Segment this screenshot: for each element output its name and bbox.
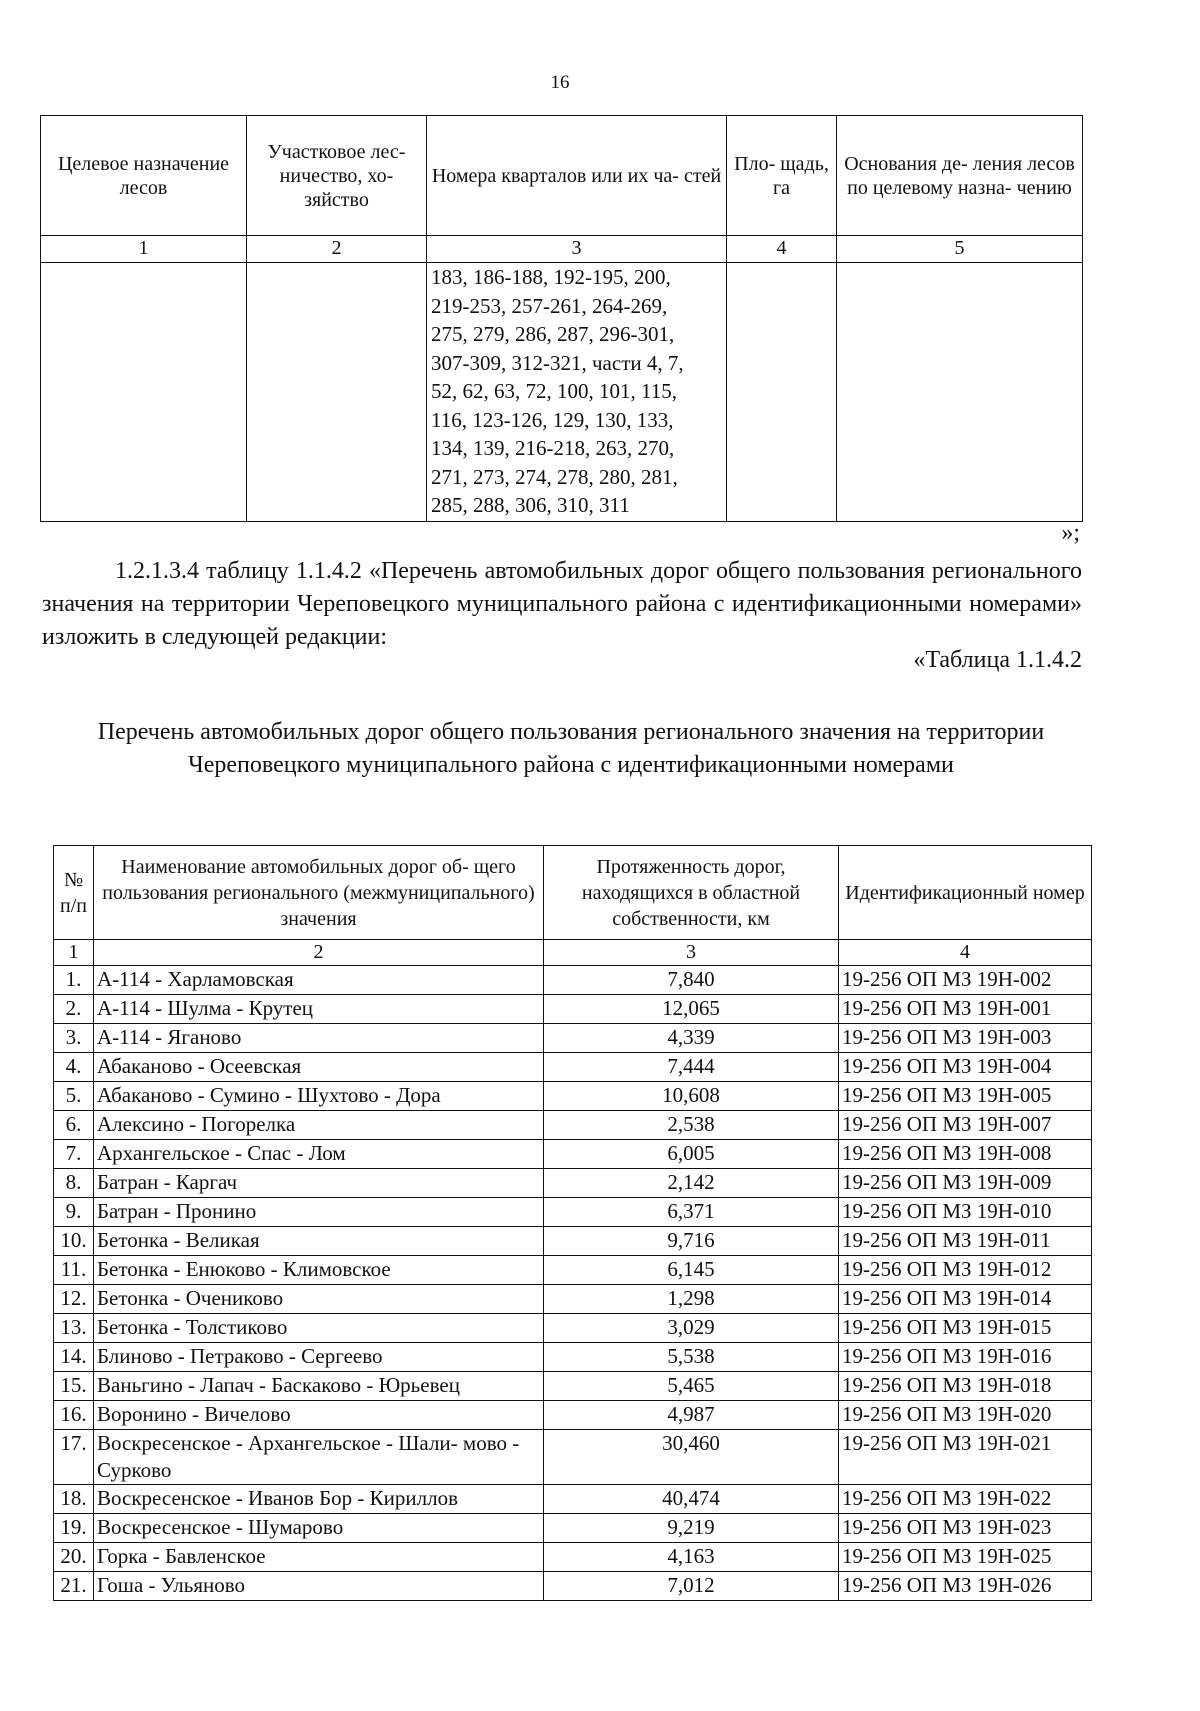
basis-cell — [837, 263, 1083, 522]
road-name-cell: Ваньгино - Лапач - Баскаково - Юрьевец — [94, 1372, 544, 1401]
road-length-cell: 12,065 — [544, 995, 839, 1024]
row-number-cell: 1. — [54, 966, 94, 995]
table-row — [54, 1024, 1092, 1053]
road-name-cell: Бетонка - Очениково — [94, 1285, 544, 1314]
road-id-cell: 19-256 ОП МЗ 19Н-009 — [839, 1169, 1092, 1198]
column-number: 4 — [839, 940, 1092, 966]
table-row — [54, 1140, 1092, 1169]
road-name-cell: Бетонка - Енюково - Климовское — [94, 1256, 544, 1285]
column-number: 4 — [727, 236, 837, 263]
table-header-row — [54, 846, 1092, 940]
road-name-cell: А-114 - Яганово — [94, 1024, 544, 1053]
road-id-cell: 19-256 ОП МЗ 19Н-008 — [839, 1140, 1092, 1169]
road-length-cell: 7,444 — [544, 1053, 839, 1082]
roads-table — [53, 845, 1092, 1601]
road-id-cell: 19-256 ОП МЗ 19Н-002 — [839, 966, 1092, 995]
road-id-cell: 19-256 ОП МЗ 19Н-022 — [839, 1485, 1092, 1514]
table-row — [54, 1169, 1092, 1198]
road-length-cell: 5,538 — [544, 1343, 839, 1372]
header-cell: Целевое назначение лесов — [41, 116, 247, 236]
header-cell: Участковое лес- ничество, хо- зяйство — [247, 116, 427, 236]
road-name-cell: Воронино - Вичелово — [94, 1401, 544, 1430]
road-id-cell: 19-256 ОП МЗ 19Н-011 — [839, 1227, 1092, 1256]
row-number-cell: 20. — [54, 1543, 94, 1572]
row-number-cell: 11. — [54, 1256, 94, 1285]
road-name-cell: Алексино - Погорелка — [94, 1111, 544, 1140]
table-row — [54, 1198, 1092, 1227]
header-cell: Идентификационный номер — [839, 846, 1092, 940]
road-id-cell: 19-256 ОП МЗ 19Н-015 — [839, 1314, 1092, 1343]
column-number: 5 — [837, 236, 1083, 263]
header-cell: Основания де- ления лесов по целевому назна- чению — [837, 116, 1083, 236]
road-id-cell: 19-256 ОП МЗ 19Н-020 — [839, 1401, 1092, 1430]
row-number-cell: 6. — [54, 1111, 94, 1140]
table-row — [54, 1543, 1092, 1572]
header-cell: Протяженность дорог, находящихся в областной собственности, км — [544, 846, 839, 940]
quarters-cell: 183, 186-188, 192-195, 200, 219-253, 257-261, 264-269, 275, 279, 286, 287, 296-301, 307-309, 312-321, части 4, 7, 52, 62, 63, 72, 100, 101, 115, 116, 123-126, 129, 130, 133, 134, 139, 216-218, 263, 270, 271, 273, 274, 278, 280, 281, 285, 288, 306, 310, 311 — [427, 263, 727, 522]
table-row — [54, 1430, 1092, 1485]
road-length-cell: 5,465 — [544, 1372, 839, 1401]
road-id-cell: 19-256 ОП МЗ 19Н-003 — [839, 1024, 1092, 1053]
road-name-cell: А-114 - Харламовская — [94, 966, 544, 995]
road-length-cell: 6,145 — [544, 1256, 839, 1285]
table-row — [54, 995, 1092, 1024]
road-id-cell: 19-256 ОП МЗ 19Н-001 — [839, 995, 1092, 1024]
row-number-cell: 2. — [54, 995, 94, 1024]
area-cell — [727, 263, 837, 522]
road-length-cell: 6,371 — [544, 1198, 839, 1227]
row-number-cell: 21. — [54, 1572, 94, 1601]
road-name-cell: Блиново - Петраково - Сергеево — [94, 1343, 544, 1372]
row-number-cell: 12. — [54, 1285, 94, 1314]
road-name-cell: Батран - Пронино — [94, 1198, 544, 1227]
row-number-cell: 10. — [54, 1227, 94, 1256]
row-number-cell: 3. — [54, 1024, 94, 1053]
road-length-cell: 4,163 — [544, 1543, 839, 1572]
table-row — [54, 1514, 1092, 1543]
table-row — [41, 263, 1083, 522]
road-id-cell: 19-256 ОП МЗ 19Н-007 — [839, 1111, 1092, 1140]
road-id-cell: 19-256 ОП МЗ 19Н-023 — [839, 1514, 1092, 1543]
purpose-cell — [41, 263, 247, 522]
road-id-cell: 19-256 ОП МЗ 19Н-004 — [839, 1053, 1092, 1082]
road-id-cell: 19-256 ОП МЗ 19Н-025 — [839, 1543, 1092, 1572]
row-number-cell: 14. — [54, 1343, 94, 1372]
road-name-cell: Бетонка - Толстиково — [94, 1314, 544, 1343]
row-number-cell: 8. — [54, 1169, 94, 1198]
column-number: 2 — [247, 236, 427, 263]
roads-table-title: Перечень автомобильных дорог общего пользования регионального значения на территории Череповецкого муниципального района с идентификационными номерами — [97, 719, 1045, 778]
road-name-cell: Бетонка - Великая — [94, 1227, 544, 1256]
road-id-cell: 19-256 ОП МЗ 19Н-016 — [839, 1343, 1092, 1372]
road-id-cell: 19-256 ОП МЗ 19Н-005 — [839, 1082, 1092, 1111]
row-number-cell: 4. — [54, 1053, 94, 1082]
table-row — [54, 1572, 1092, 1601]
road-length-cell: 1,298 — [544, 1285, 839, 1314]
row-number-cell: 9. — [54, 1198, 94, 1227]
row-number-cell: 5. — [54, 1082, 94, 1111]
road-length-cell: 30,460 — [544, 1430, 839, 1485]
road-name-cell: А-114 - Шулма - Крутец — [94, 995, 544, 1024]
road-length-cell: 2,538 — [544, 1111, 839, 1140]
row-number-cell: 17. — [54, 1430, 94, 1485]
header-cell: Пло- щадь, га — [727, 116, 837, 236]
row-number-cell: 18. — [54, 1485, 94, 1514]
road-length-cell: 2,142 — [544, 1169, 839, 1198]
road-length-cell: 40,474 — [544, 1485, 839, 1514]
road-name-cell: Абаканово - Осеевская — [94, 1053, 544, 1082]
table-row — [54, 1285, 1092, 1314]
column-number: 1 — [41, 236, 247, 263]
road-length-cell: 7,012 — [544, 1572, 839, 1601]
page-number: 16 — [550, 72, 570, 93]
table-row — [54, 1227, 1092, 1256]
table-row — [54, 1053, 1092, 1082]
roads-table-body — [54, 966, 1092, 1601]
road-length-cell: 9,219 — [544, 1514, 839, 1543]
road-length-cell: 9,716 — [544, 1227, 839, 1256]
road-id-cell: 19-256 ОП МЗ 19Н-018 — [839, 1372, 1092, 1401]
table-row — [54, 1343, 1092, 1372]
road-name-cell: Батран - Каргач — [94, 1169, 544, 1198]
table-header-row — [41, 116, 1083, 236]
column-number-row — [41, 236, 1083, 263]
column-number: 3 — [544, 940, 839, 966]
header-cell: № п/п — [54, 846, 94, 940]
road-length-cell: 3,029 — [544, 1314, 839, 1343]
column-number: 3 — [427, 236, 727, 263]
forestry-cell — [247, 263, 427, 522]
row-number-cell: 15. — [54, 1372, 94, 1401]
road-name-cell: Архангельское - Спас - Лом — [94, 1140, 544, 1169]
road-id-cell: 19-256 ОП МЗ 19Н-012 — [839, 1256, 1092, 1285]
table-row — [54, 1314, 1092, 1343]
road-name-cell: Воскресенское - Иванов Бор - Кириллов — [94, 1485, 544, 1514]
road-id-cell: 19-256 ОП МЗ 19Н-026 — [839, 1572, 1092, 1601]
forest-purpose-table — [40, 115, 1083, 522]
header-cell: Наименование автомобильных дорог об- щего пользования регионального (межмуниципального) значения — [94, 846, 544, 940]
table-row — [54, 1372, 1092, 1401]
row-number-cell: 13. — [54, 1314, 94, 1343]
road-length-cell: 4,339 — [544, 1024, 839, 1053]
road-id-cell: 19-256 ОП МЗ 19Н-010 — [839, 1198, 1092, 1227]
row-number-cell: 7. — [54, 1140, 94, 1169]
road-length-cell: 4,987 — [544, 1401, 839, 1430]
table-label: «Таблица 1.1.4.2 — [913, 647, 1082, 673]
table-row — [54, 1111, 1092, 1140]
road-name-cell: Горка - Бавленское — [94, 1543, 544, 1572]
table-row — [54, 1401, 1092, 1430]
closing-quote: »; — [1061, 520, 1080, 546]
column-number: 2 — [94, 940, 544, 966]
road-length-cell: 6,005 — [544, 1140, 839, 1169]
row-number-cell: 16. — [54, 1401, 94, 1430]
road-length-cell: 7,840 — [544, 966, 839, 995]
amendment-paragraph: 1.2.1.3.4 таблицу 1.1.4.2 «Перечень автомобильных дорог общего пользования регионального значения на территории Череповецкого муниципального района с идентификационными номерами» изложить в следующей редакции: — [42, 558, 1082, 650]
road-length-cell: 10,608 — [544, 1082, 839, 1111]
header-cell: Номера кварталов или их ча- стей — [427, 116, 727, 236]
road-name-cell: Воскресенское - Шумарово — [94, 1514, 544, 1543]
road-name-cell: Гоша - Ульяново — [94, 1572, 544, 1601]
road-id-cell: 19-256 ОП МЗ 19Н-014 — [839, 1285, 1092, 1314]
road-name-cell: Абаканово - Сумино - Шухтово - Дора — [94, 1082, 544, 1111]
table-row — [54, 1485, 1092, 1514]
road-id-cell: 19-256 ОП МЗ 19Н-021 — [839, 1430, 1092, 1485]
table-row — [54, 966, 1092, 995]
road-name-cell: Воскресенское - Архангельское - Шали- мово - Сурково — [94, 1430, 544, 1485]
table-row — [54, 1256, 1092, 1285]
column-number: 1 — [54, 940, 94, 966]
table-row — [54, 1082, 1092, 1111]
row-number-cell: 19. — [54, 1514, 94, 1543]
column-number-row — [54, 940, 1092, 966]
